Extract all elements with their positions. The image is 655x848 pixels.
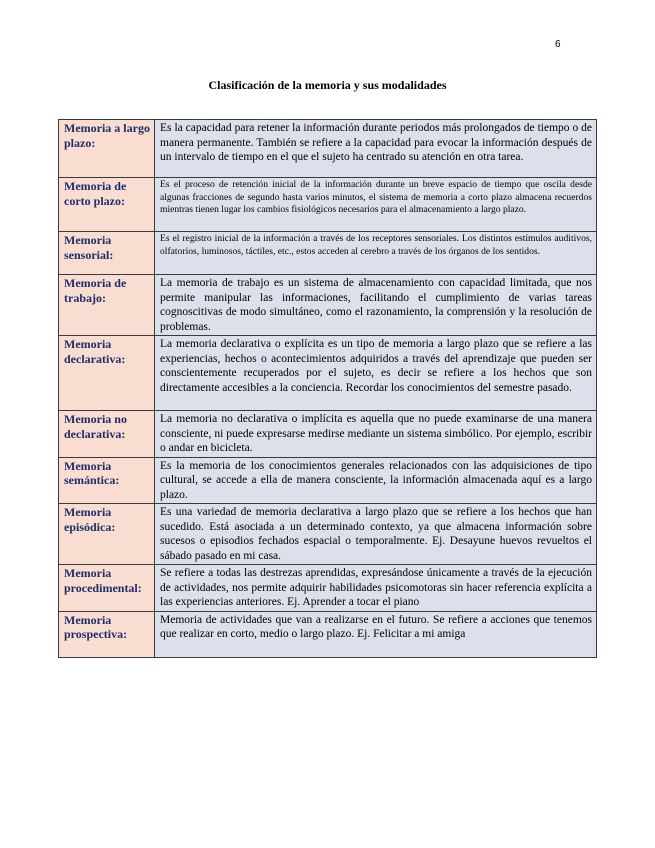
memory-type-term: Memoria declarativa: [59, 336, 155, 411]
memory-type-definition: Es la capacidad para retener la información durante periodos más prolongados de tiempo o de manera permanente. También se refiere a la capacidad para evocar la información después de un intervalo de tiempo en el que el sujeto ha centrado su atención en otra tarea. [155, 120, 597, 178]
memory-type-term: Memoria no declarativa: [59, 411, 155, 458]
table-row [59, 275, 597, 336]
table-row [59, 457, 597, 504]
memory-type-definition: La memoria no declarativa o implícita es aquella que no puede examinarse de una manera consciente, ni puede expresarse medirse mediante un sistema simbólico. Por ejemplo, escribir o andar en bicicleta. [155, 411, 597, 458]
memory-type-definition: La memoria declarativa o explícita es un tipo de memoria a largo plazo que se refiere a las experiencias, hechos o acontecimientos adquiridos a través del aprendizaje que pueden ser conscientemente recuperados por el sujeto, es decir se refiere a los hechos que son directamente accesibles a la conciencia. Recordar los conocimientos del semestre pasado. [155, 336, 597, 411]
table-row [59, 120, 597, 178]
memory-type-term: Memoria procedimental: [59, 565, 155, 612]
memory-type-definition: La memoria de trabajo es un sistema de almacenamiento con capacidad limitada, que nos permite manipular las informaciones, facilitando el cumplimiento de varias tareas cognoscitivas de modo simultáneo, como el razonamiento, la comprensión y la resolución de problemas. [155, 275, 597, 336]
memory-type-definition: Es el proceso de retención inicial de la información durante un breve espacio de tiempo que oscila desde algunas fracciones de segundo hasta varios minutos, el sistema de memoria a corto plazo almacena recuerdos mientras tienen lugar los cambios fisiológicos necesarios para el almacenamiento a largo plazo. [155, 178, 597, 232]
memory-type-definition: Memoria de actividades que van a realizarse en el futuro. Se refiere a acciones que tenemos que realizar en corto, medio o largo plazo. Ej. Felicitar a mi amiga [155, 611, 597, 657]
table-row [59, 232, 597, 275]
memory-type-definition: Es el registro inicial de la información a través de los receptores sensoriales. Los distintos estímulos auditivos, olfatorios, luminosos, táctiles, etc., estos acceden al cerebro a través de los órganos de los sentidos. [155, 232, 597, 275]
table-row [59, 611, 597, 657]
memory-type-definition: Se refiere a todas las destrezas aprendidas, expresándose únicamente a través de la ejecución de actividades, nos permite adquirir habilidades psicomotoras sin hacer referencia explícita a las experiencias anteriores. Ej. Aprender a tocar el piano [155, 565, 597, 612]
table-row [59, 504, 597, 565]
table-row [59, 178, 597, 232]
memory-type-term: Memoria episódica: [59, 504, 155, 565]
memory-type-definition: Es la memoria de los conocimientos generales relacionados con las adquisiciones de tipo cultural, se accede a ella de manera consciente, la información almacenada aquí es a largo plazo. [155, 457, 597, 504]
memory-type-term: Memoria semántica: [59, 457, 155, 504]
document-title: Clasificación de la memoria y sus modalidades [208, 78, 447, 92]
memory-type-definition: Es una variedad de memoria declarativa a largo plazo que se refiere a los hechos que han sucedido. Está asociada a un determinado contexto, ya que almacena información sobre sucesos o episodios fechados espacial o temporalmente. Ej. Desayune huevos revueltos el sábado pasado en mi casa. [155, 504, 597, 565]
table-row [59, 565, 597, 612]
memory-type-term: Memoria sensorial: [59, 232, 155, 275]
memory-type-term: Memoria prospectiva: [59, 611, 155, 657]
page-number: 6 [555, 39, 561, 50]
table-row [59, 411, 597, 458]
memory-type-term: Memoria de corto plazo: [59, 178, 155, 232]
memory-classification-table [58, 119, 597, 658]
memory-type-term: Memoria a largo plazo: [59, 120, 155, 178]
table-row [59, 336, 597, 411]
memory-type-term: Memoria de trabajo: [59, 275, 155, 336]
